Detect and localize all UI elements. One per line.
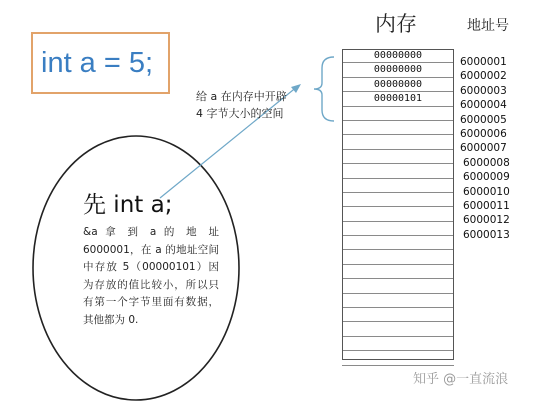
address-label: 6000009	[463, 171, 510, 184]
memory-cell: 00000000	[342, 63, 454, 77]
memory-cell: 00000000	[342, 49, 454, 63]
watermark: 知乎 @一直流浪	[413, 372, 509, 387]
address-label: 6000011	[463, 199, 510, 212]
address-label: 6000008	[463, 156, 510, 169]
connector-arrowhead	[291, 84, 301, 93]
address-label: 6000004	[460, 99, 507, 112]
memory-cell: 00000000	[342, 78, 454, 92]
allocation-note: 给 a 在内存中开辟 4 字节大小的空间	[196, 90, 287, 120]
address-label: 6000001	[460, 56, 507, 68]
address-label: 6000003	[460, 84, 507, 97]
address-title: 地址号	[467, 18, 509, 34]
address-label: 6000007	[460, 142, 507, 155]
memory-cell: 00000101	[342, 92, 454, 106]
address-list	[459, 55, 529, 242]
memory-title: 内存	[375, 12, 417, 36]
code-text: int a = 5;	[41, 46, 154, 79]
address-label: 6000005	[460, 113, 507, 126]
memory-brace	[314, 57, 334, 121]
memory-table-border	[342, 49, 454, 360]
address-label: 6000013	[463, 228, 510, 241]
address-label: 6000010	[463, 185, 510, 198]
code-box	[31, 32, 170, 94]
bubble-body: &a 拿 到 a 的 地 址 6000001，在 a 的地址空间中存放 5（00000101）因为存放的值比较小，所以只有第一个字节里面有数据，其他都为 0.	[83, 226, 219, 326]
address-label: 6000002	[460, 70, 507, 83]
bubble-title: 先 int a;	[83, 192, 173, 218]
address-label: 6000006	[460, 127, 507, 140]
address-label: 6000012	[463, 214, 510, 227]
